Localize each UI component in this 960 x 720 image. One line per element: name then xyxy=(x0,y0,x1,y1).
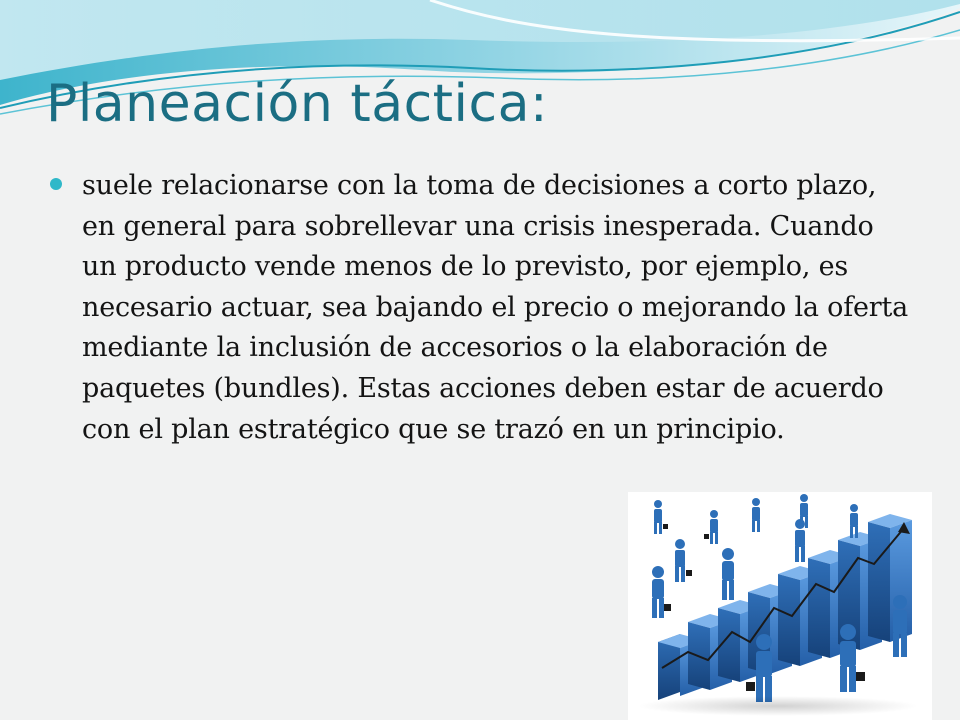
bullet-item xyxy=(50,166,910,450)
slide-title: Planeación táctica: xyxy=(46,74,548,134)
bullet-text: suele relacionarse con la toma de decisiones a corto plazo, en general para sobrellevar una crisis inesperada. Cuando un producto vende menos de lo previsto, por ejemplo, es necesario actuar, sea bajando el precio o mejorando la oferta mediante la inclusión de accesorios o la elaboración de paquetes (bundles). Estas acciones deben estar de acuerdo con el plan estratégico que se trazó en un principio. xyxy=(82,170,909,445)
business-growth-chart-illustration xyxy=(628,492,932,720)
bullet-point-icon xyxy=(50,178,62,190)
